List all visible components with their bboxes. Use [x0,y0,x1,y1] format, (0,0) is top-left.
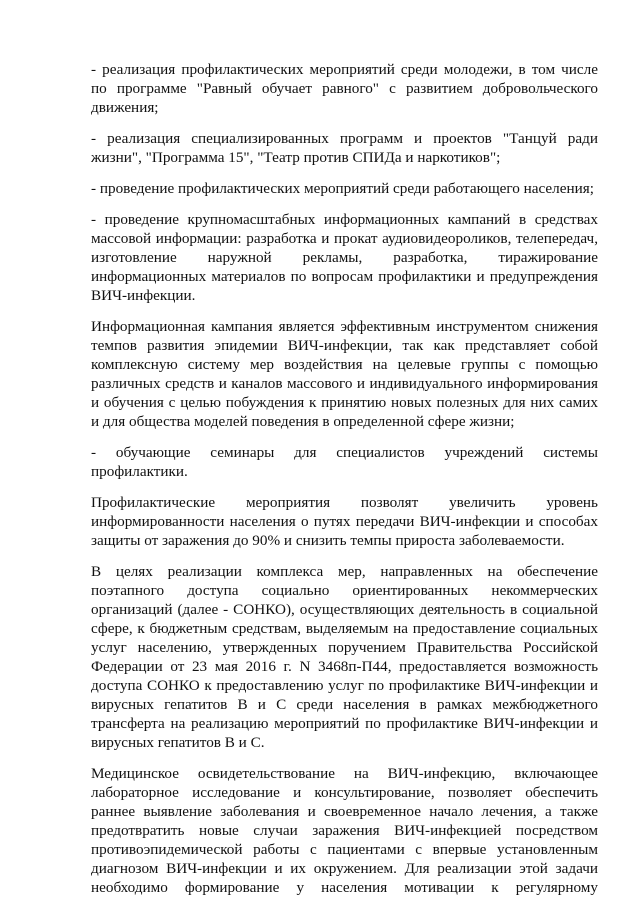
paragraph-medical-examination: Медицинское освидетельствование на ВИЧ-инфекцию, включающее лабораторное исследование и консультирование, позволяет обеспечить раннее выявление заболевания и своевременное начало лечения, а также предотвратить новые случаи заражения ВИЧ-инфекцией посредством противоэпидемической работы с пациентами с впервые установленным диагнозом ВИЧ-инфекции и их окружением. Для реализации этой задачи необходимо формирование у населения мотивации к регулярному [91,765,598,896]
paragraph-youth-prevention: - реализация профилактических мероприятий среди молодежи, в том числе по программе "Равный обучает равного" с развитием добровольческого движения; [91,61,598,116]
paragraph-prevention-results: Профилактические мероприятия позволят увеличить уровень информированности населения о путях передачи ВИЧ-инфекции и способах защиты от заражения до 90% и снизить темпы прироста заболеваемости. [91,494,598,549]
paragraph-media-campaigns: - проведение крупномасштабных информационных кампаний в средствах массовой информации: разработка и прокат аудиовидеороликов, телепередач, изготовление наружной рекламы, разработка, тиражирование информационных материалов по вопросам профилактики и предупреждения ВИЧ-инфекции. [91,211,598,304]
paragraph-training-seminars: - обучающие семинары для специалистов учреждений системы профилактики. [91,444,598,480]
paragraph-sonko-access: В целях реализации комплекса мер, направленных на обеспечение поэтапного доступа социально ориентированных некоммерческих организаций (далее - СОНКО), осуществляющих деятельность в социальной сфере, к бюджетным средствам, выделяемым на предоставление социальных услуг населению, утвержденных поручением Правительства Российской Федерации от 23 мая 2016 г. N 3468п-П44, предоставляется возможность доступа СОНКО к предоставлению услуг по профилактике ВИЧ-инфекции и вирусных гепатитов B и C среди населения в рамках межбюджетного трансферта на реализацию мероприятий по профилактике ВИЧ-инфекции и вирусных гепатитов B и C. [91,563,598,751]
paragraph-working-population: - проведение профилактических мероприятий среди работающего населения; [91,180,594,197]
paragraph-information-campaign: Информационная кампания является эффективным инструментом снижения темпов развития эпидемии ВИЧ-инфекции, так как представляет собой комплексную систему мер воздействия на целевые группы с помощью различных средств и каналов массового и индивидуального информирования и обучения с целью побуждения к принятию новых полезных для них самих и для общества моделей поведения в определенной сфере жизни; [91,318,598,430]
paragraph-special-programs: - реализация специализированных программ и проектов "Танцуй ради жизни", "Программа 15", "Театр против СПИДа и наркотиков"; [91,130,598,166]
